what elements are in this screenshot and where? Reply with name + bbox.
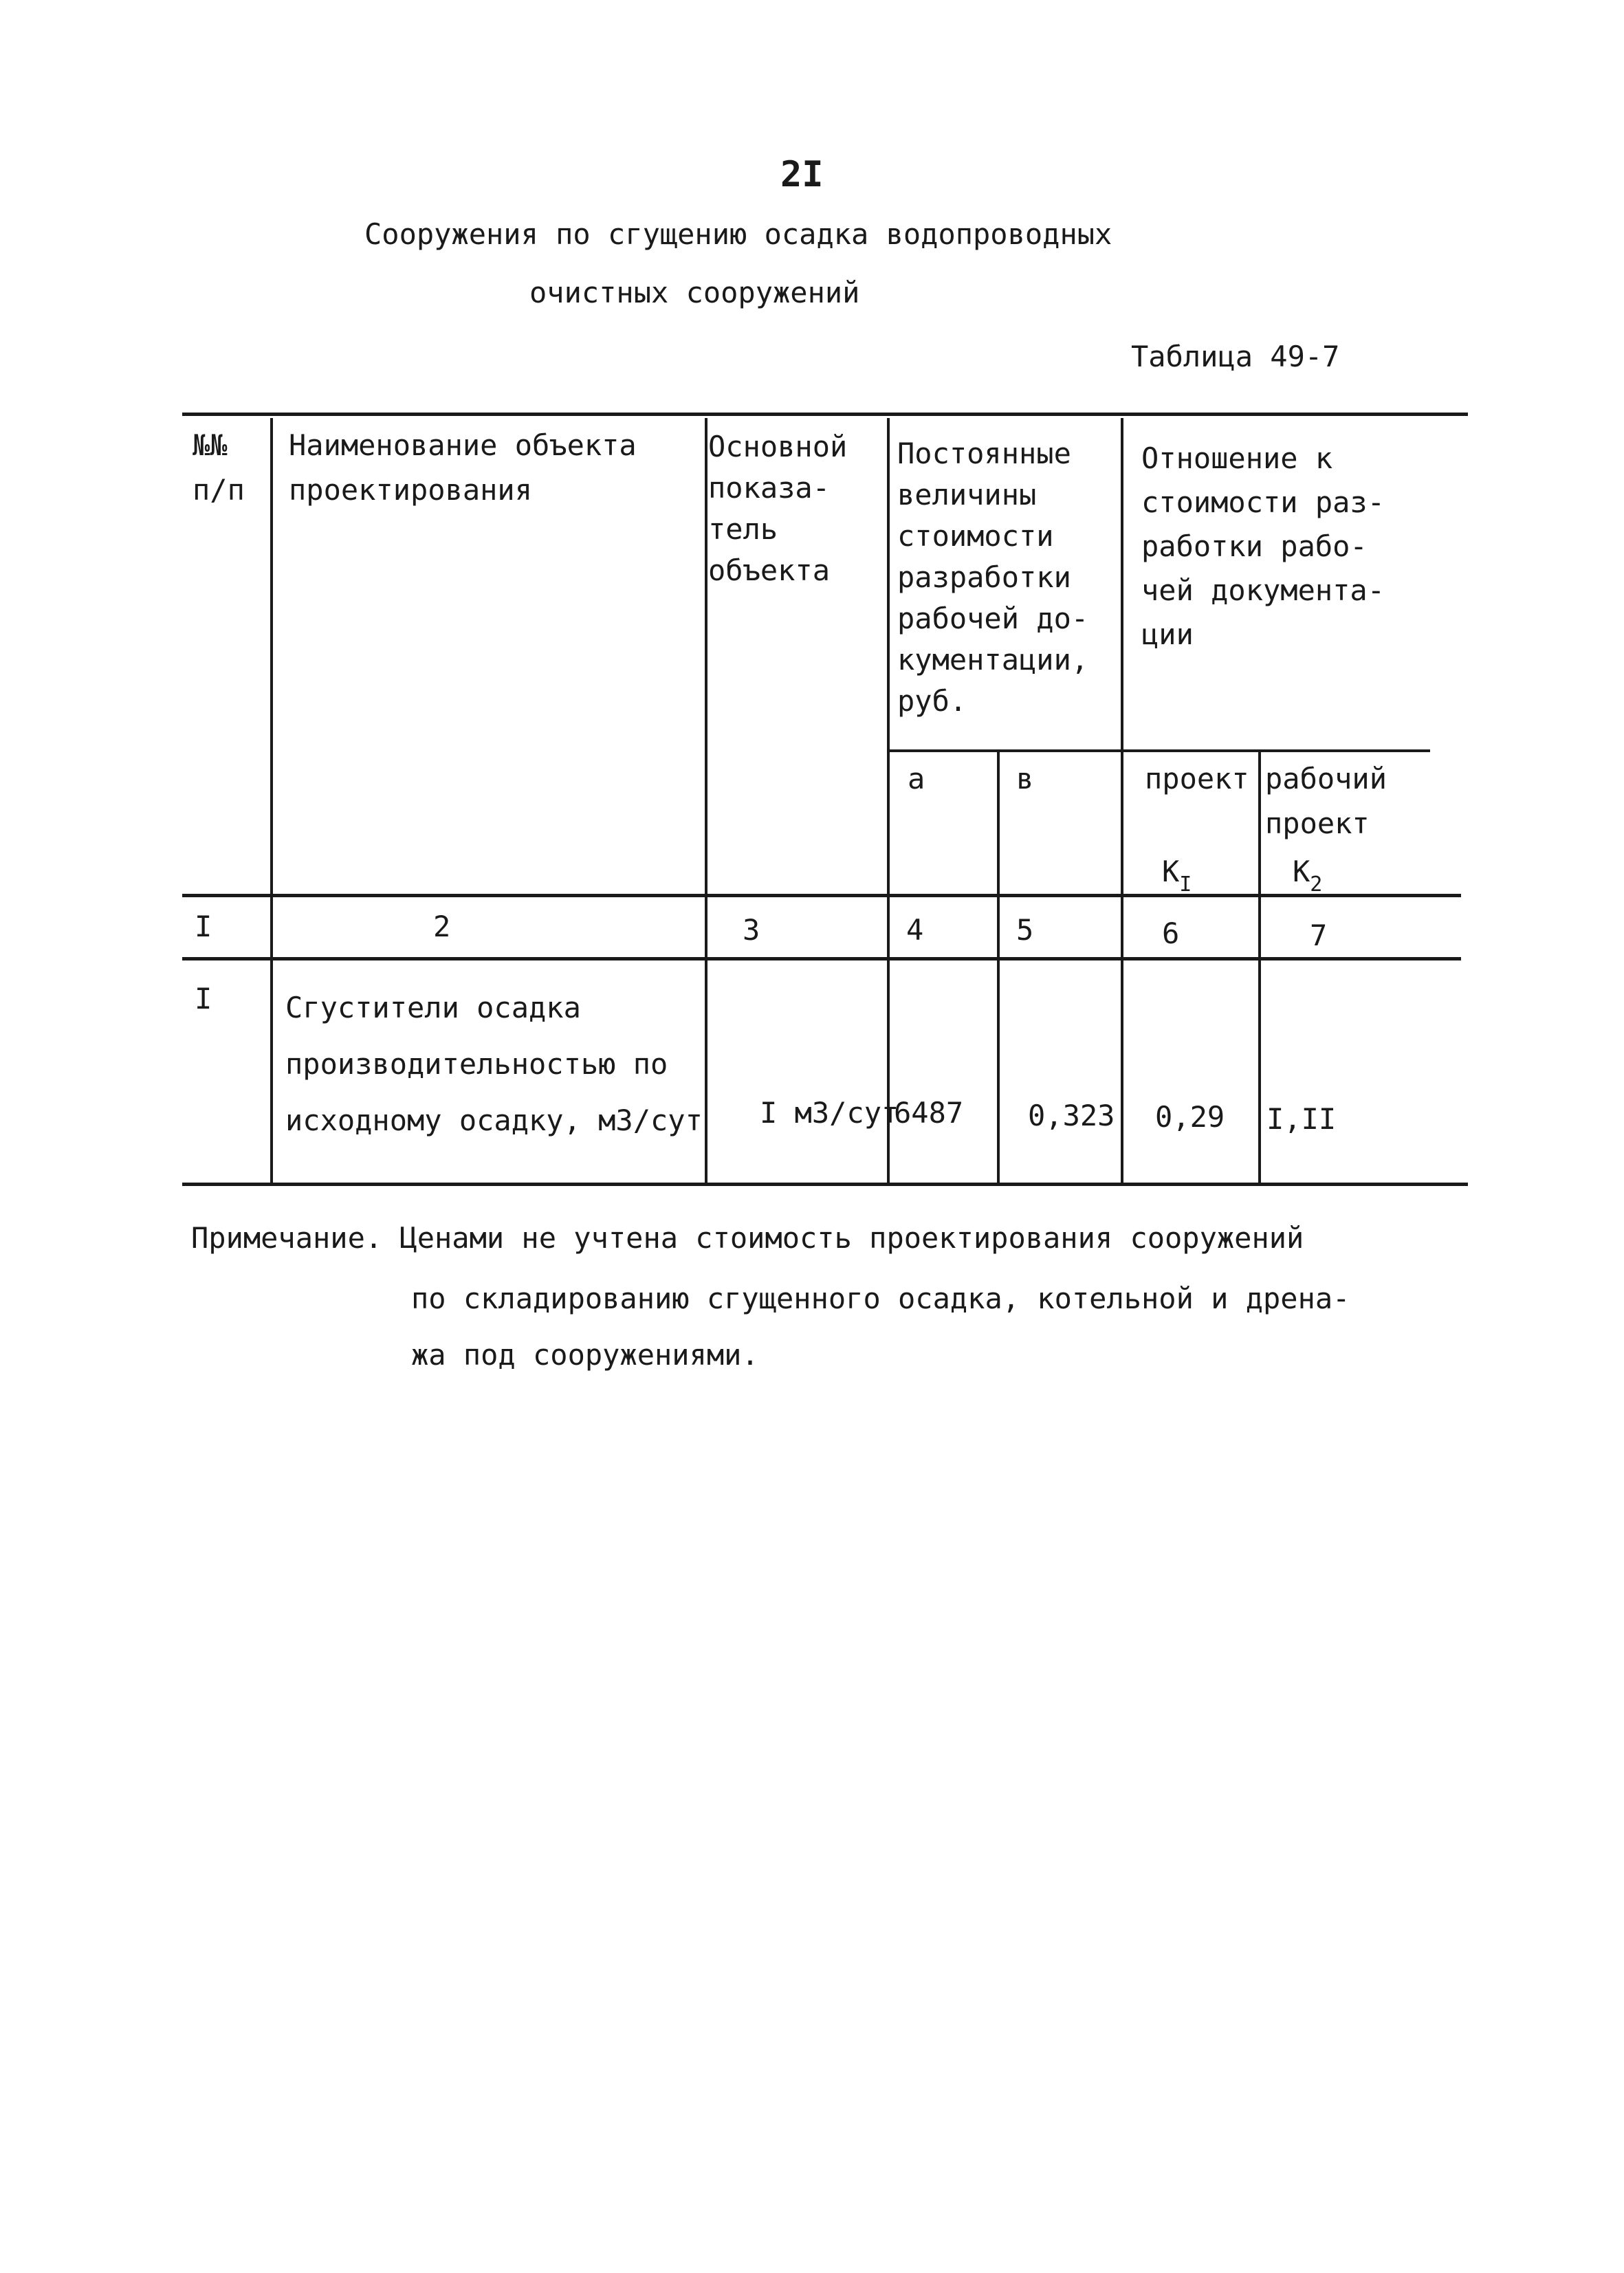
header-cost-ratio: Отношение к стоимости раз- работки рабо- чей документа- ции <box>1141 441 1385 651</box>
header-k2 <box>1293 849 1322 897</box>
note-line-1: Примечание. Ценами не учтена стоимость проектирования сооружений <box>191 1221 1304 1255</box>
row-main-indicator: I м3/сут <box>760 1096 899 1130</box>
document-title-line-1: Сооружения по сгущению осадка водопроводных <box>364 217 1112 251</box>
k2-subscript: 2 <box>1310 872 1323 897</box>
row-ratio-k1: 0,29 <box>1155 1100 1225 1134</box>
column-number-2: 2 <box>433 910 451 943</box>
column-numbers-bottom-rule <box>182 957 1461 960</box>
k1-base: К <box>1162 855 1180 888</box>
header-a: а <box>908 762 925 795</box>
k2-base: К <box>1293 855 1310 888</box>
row-number: I <box>195 982 212 1015</box>
table-top-rule <box>182 413 1468 416</box>
row-ratio-k2: I,II <box>1266 1102 1337 1136</box>
header-b: в <box>1016 762 1034 795</box>
note-line-3: жа под сооружениями. <box>411 1338 759 1372</box>
document-title-line-2: очистных сооружений <box>529 276 860 309</box>
header-working-project: рабочий проект <box>1265 762 1387 840</box>
header-project: проект <box>1145 762 1249 795</box>
row-object-name: Сгустители осадка производительностью по исходному осадку, м3/сут <box>285 991 703 1137</box>
column-number-4: 4 <box>906 913 924 947</box>
column-divider-3 <box>887 418 890 1183</box>
header-main-indicator: Основной показа- тель объекта <box>708 430 848 587</box>
header-constant-values: Постоянные величины стоимости разработки рабочей до- кументации, руб. <box>897 437 1089 718</box>
column-number-1: I <box>195 910 212 943</box>
header-k1 <box>1162 849 1192 897</box>
column-number-3: 3 <box>743 913 760 947</box>
column-divider-5 <box>1121 418 1123 1183</box>
row-value-b: 0,323 <box>1028 1099 1115 1132</box>
column-divider-4 <box>997 749 1000 1183</box>
table-bottom-rule <box>182 1183 1468 1186</box>
column-divider-6 <box>1258 749 1261 1183</box>
page-number: 2I <box>780 154 824 195</box>
row-value-a: 6487 <box>894 1096 964 1130</box>
header-bottom-rule <box>182 894 1461 897</box>
column-divider-1 <box>270 418 273 1183</box>
header-object-name: Наименование объекта проектирования <box>289 428 637 507</box>
column-number-5: 5 <box>1016 913 1034 947</box>
column-number-6: 6 <box>1162 916 1180 950</box>
k1-subscript: I <box>1179 872 1192 897</box>
column-number-7: 7 <box>1310 919 1328 952</box>
header-number: №№ п/п <box>193 428 245 507</box>
note-line-2: по складированию сгущенного осадка, котельной и дрена- <box>411 1282 1350 1315</box>
subheader-rule <box>887 749 1430 752</box>
table-label: Таблица 49-7 <box>1131 340 1340 373</box>
column-divider-2 <box>705 418 707 1183</box>
